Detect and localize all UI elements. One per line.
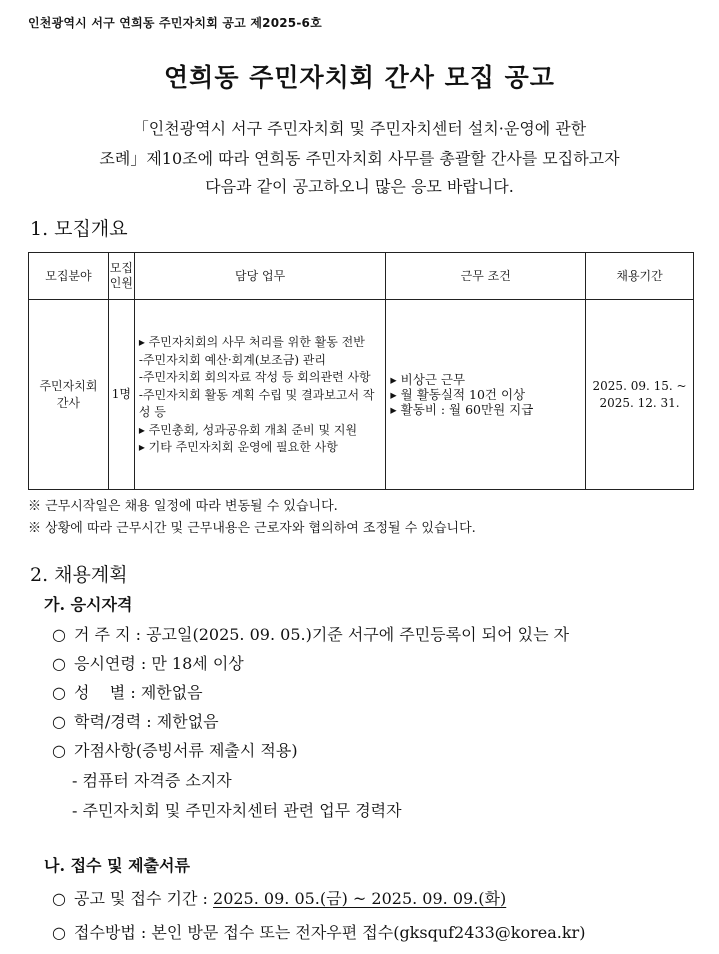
condition-item: ▸ 월 활동실적 10건 이상 xyxy=(390,387,526,402)
header-conditions: 근무 조건 xyxy=(386,253,586,300)
header-people-line2: 인원 xyxy=(109,276,133,290)
duty-item: -주민자치회 회의자료 작성 등 회의관련 사항 xyxy=(138,370,371,385)
application-period xyxy=(52,886,506,909)
qualification-text: 거 주 지 : 공고일(2025. 09. 05.)기준 서구에 주민등록이 되어 있는 자 xyxy=(74,625,570,644)
cell-duties xyxy=(134,300,386,490)
duty-item: ▸ 주민자치회의 사무 처리를 위한 활동 전반 xyxy=(138,335,365,350)
qualification-age xyxy=(52,651,244,674)
application-method xyxy=(52,920,585,943)
condition-item: ▸ 활동비 : 월 60만원 지급 xyxy=(390,402,534,417)
application-period-value: 2025. 09. 05.(금) ~ 2025. 09. 09.(화) xyxy=(213,889,507,908)
cell-field xyxy=(29,300,109,490)
duty-item: ▸ 주민총회, 성과공유회 개최 준비 및 지원 xyxy=(138,422,358,437)
table-header-row xyxy=(29,253,694,300)
bullet-circle: ○ xyxy=(52,683,66,702)
note-1: ※ 근무시작일은 채용 일정에 따라 변동될 수 있습니다. xyxy=(28,499,338,514)
subsection-a-heading: 가. 응시자격 xyxy=(44,595,133,614)
qualification-gender xyxy=(52,680,203,703)
qualification-education xyxy=(52,709,219,732)
condition-item: ▸ 비상근 근무 xyxy=(390,372,466,387)
note-2: ※ 상황에 따라 근무시간 및 근무내용은 근로자와 협의하여 조정될 수 있습니다. xyxy=(28,521,476,536)
period-line2: 2025. 12. 31. xyxy=(599,395,680,410)
subsection-b-heading: 나. 접수 및 제출서류 xyxy=(44,856,190,875)
intro-line-3: 다음과 같이 공고하오니 많은 응모 바랍니다. xyxy=(205,177,514,196)
cell-conditions xyxy=(386,300,586,490)
page-title: 연희동 주민자치회 간사 모집 공고 xyxy=(164,63,555,92)
header-people-line1: 모집 xyxy=(109,261,133,275)
qualification-text: 응시연령 : 만 18세 이상 xyxy=(74,654,244,673)
qualification-text: 성 별 : 제한없음 xyxy=(74,683,203,702)
qualification-text: 가점사항(증빙서류 제출시 적용) xyxy=(74,741,298,760)
header-duties: 담당 업무 xyxy=(134,253,386,300)
bullet-circle: ○ xyxy=(52,741,66,760)
bullet-circle: ○ xyxy=(52,923,66,942)
cell-people: 1명 xyxy=(108,300,134,490)
bullet-circle: ○ xyxy=(52,889,66,908)
recruitment-table xyxy=(28,252,694,490)
bullet-circle: ○ xyxy=(52,712,66,731)
qualification-residence xyxy=(52,622,569,645)
field-line2: 간사 xyxy=(56,395,81,410)
period-line1: 2025. 09. 15. ~ xyxy=(592,378,687,393)
header-period: 채용기간 xyxy=(586,253,694,300)
intro-line-1: 「인천광역시 서구 주민자치회 및 주민자치센터 설치·운영에 관한 xyxy=(132,119,587,138)
table-row xyxy=(29,300,694,490)
duty-item: ▸ 기타 주민자치회 운영에 필요한 사항 xyxy=(138,440,338,455)
application-method-text: 접수방법 : 본인 방문 접수 또는 전자우편 접수(gksquf2433@korea.kr) xyxy=(74,923,586,942)
notice-number: 인천광역시 서구 연희동 주민자치회 공고 제2025-6호 xyxy=(28,16,322,30)
bullet-circle: ○ xyxy=(52,625,66,644)
qualification-text: 학력/경력 : 제한없음 xyxy=(74,712,219,731)
qualification-bonus xyxy=(52,738,298,761)
bullet-circle: ○ xyxy=(52,654,66,673)
intro-line-2: 조례」제10조에 따라 연희동 주민자치회 사무를 총괄할 간사를 모집하고자 xyxy=(99,149,620,168)
section-2-heading: 2. 채용계획 xyxy=(30,564,128,586)
bonus-item-experience: - 주민자치회 및 주민자치센터 관련 업무 경력자 xyxy=(72,801,402,820)
header-field: 모집분야 xyxy=(29,253,109,300)
cell-period xyxy=(586,300,694,490)
duty-item: -주민자치회 예산·회계(보조금) 관리 xyxy=(138,352,326,367)
section-1-heading: 1. 모집개요 xyxy=(30,218,128,240)
application-period-label: 공고 및 접수 기간 : xyxy=(74,889,214,908)
field-line1: 주민자치회 xyxy=(39,378,98,393)
bonus-item-computer: - 컴퓨터 자격증 소지자 xyxy=(72,771,232,790)
header-people xyxy=(108,253,134,300)
duty-item: -주민자치회 활동 계획 수립 및 결과보고서 작성 등 xyxy=(138,387,375,420)
